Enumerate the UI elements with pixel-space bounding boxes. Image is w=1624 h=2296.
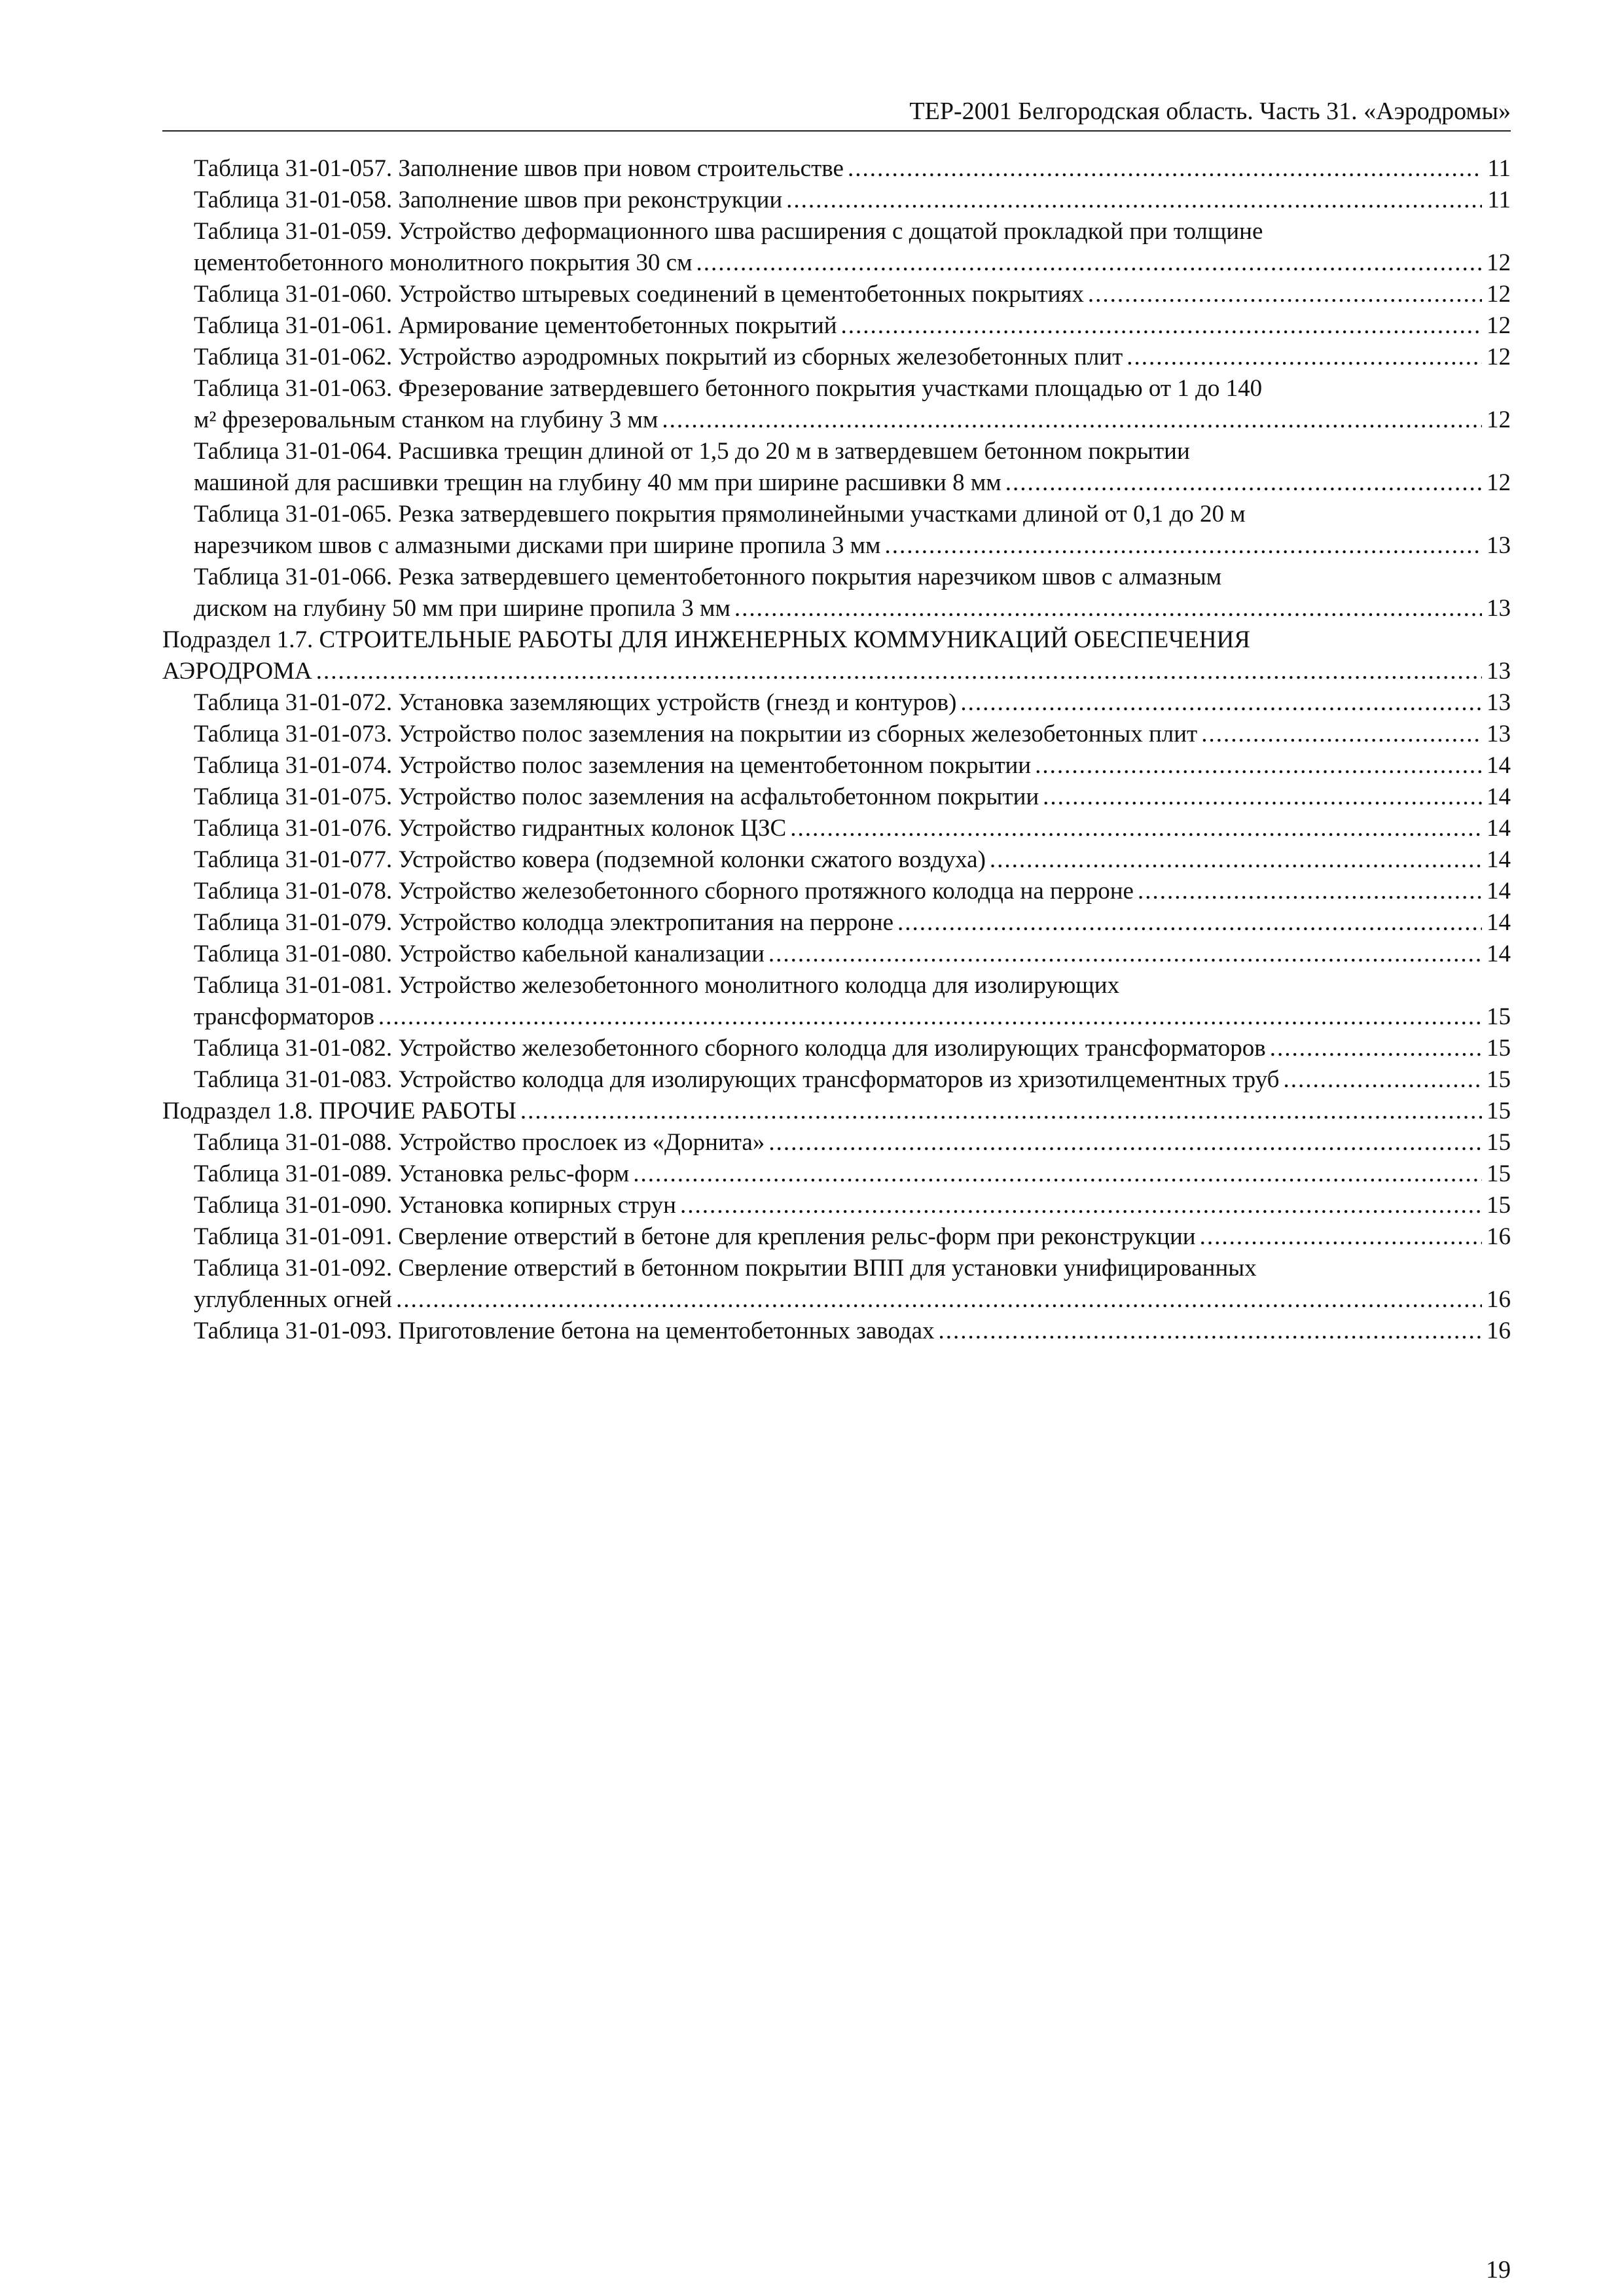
toc-entry-title: Таблица 31-01-073. Устройство полос заземления на покрытии из сборных железобетонных плит: [194, 721, 1198, 747]
toc-entry-final-line: [162, 656, 1511, 687]
toc-table-entry[interactable]: [162, 279, 1511, 310]
toc-page-number: 15: [1487, 1035, 1511, 1062]
toc-table-entry[interactable]: [162, 970, 1511, 1033]
toc-entry-title: цементобетонного монолитного покрытия 30 см: [194, 249, 693, 276]
toc-entry-final-line: [194, 844, 1511, 876]
toc-dot-leader: [1270, 1033, 1482, 1064]
toc-entry-title: диском на глубину 50 мм при ширине пропила 3 мм: [194, 595, 731, 622]
toc-table-entry[interactable]: [162, 436, 1511, 499]
toc-table-entry[interactable]: [162, 939, 1511, 970]
toc-page-number: 13: [1487, 595, 1511, 622]
toc-entry-title: Таблица 31-01-062. Устройство аэродромных покрытий из сборных железобетонных плит: [194, 344, 1123, 370]
toc-entry-title: Таблица 31-01-061. Армирование цементобетонных покрытий: [194, 312, 837, 339]
toc-entry-title-line: Таблица 31-01-092. Сверление отверстий в бетонном покрытии ВПП для установки унифицированных: [194, 1255, 1257, 1282]
toc-section-entry[interactable]: [162, 624, 1511, 687]
toc-section-entry[interactable]: [162, 1096, 1511, 1127]
toc-page-number: 13: [1487, 532, 1511, 559]
toc-entry-title-line: Таблица 31-01-065. Резка затвердевшего покрытия прямолинейными участками длиной от 0,1 до 20 м: [194, 501, 1246, 528]
toc-entry-title: трансформаторов: [194, 1003, 374, 1030]
toc-table-entry[interactable]: [162, 216, 1511, 279]
toc-entry-final-line: [194, 342, 1511, 373]
toc-dot-leader: [316, 656, 1482, 687]
toc-table-entry[interactable]: [162, 1253, 1511, 1316]
toc-dot-leader: [1283, 1064, 1482, 1096]
toc-dot-leader: [520, 1096, 1482, 1127]
toc-table-entry[interactable]: [162, 813, 1511, 844]
toc-table-entry[interactable]: [162, 781, 1511, 813]
toc-dot-leader: [1201, 719, 1482, 750]
toc-dot-leader: [1138, 876, 1482, 907]
toc-entry-title: Таблица 31-01-083. Устройство колодца для изолирующих трансформаторов из хризотилцементных труб: [194, 1066, 1280, 1093]
toc-entry-title: Таблица 31-01-072. Установка заземляющих устройств (гнезд и контуров): [194, 689, 957, 716]
toc-table-entry[interactable]: [162, 750, 1511, 781]
toc-dot-leader: [960, 687, 1482, 719]
toc-entry-title: АЭРОДРОМА: [162, 658, 312, 685]
toc-entry-title-line: Таблица 31-01-064. Расшивка трещин длиной от 1,5 до 20 м в затвердевшем бетонном покрытии: [194, 438, 1190, 465]
toc-table-entry[interactable]: [162, 310, 1511, 342]
toc-page-number: 15: [1487, 1098, 1511, 1124]
toc-entry-title: Таблица 31-01-057. Заполнение швов при новом строительстве: [194, 155, 844, 182]
toc-dot-leader: [662, 404, 1482, 436]
toc-entry-title: Таблица 31-01-088. Устройство прослоек из «Дорнита»: [194, 1129, 765, 1156]
toc-entry-title: машиной для расшивки трещин на глубину 40 мм при ширине расшивки 8 мм: [194, 469, 1001, 496]
toc-table-entry[interactable]: [162, 373, 1511, 436]
toc-page-number: 15: [1487, 1129, 1511, 1156]
toc-entry-final-line: [194, 1190, 1511, 1221]
toc-dot-leader: [768, 1127, 1482, 1158]
toc-page-number: 12: [1487, 249, 1511, 276]
toc-page-number: 16: [1487, 1286, 1511, 1313]
header-rule: [162, 130, 1511, 132]
toc-table-entry[interactable]: [162, 907, 1511, 939]
toc-page-number: 15: [1487, 1066, 1511, 1093]
toc-page-number: 13: [1487, 658, 1511, 685]
toc-table-entry[interactable]: [162, 153, 1511, 185]
toc-page-number: 12: [1487, 406, 1511, 433]
toc-page-number: 14: [1487, 909, 1511, 936]
toc-dot-leader: [1043, 781, 1482, 813]
toc-entry-title: Таблица 31-01-080. Устройство кабельной канализации: [194, 941, 765, 967]
toc-entry-final-line: [194, 1001, 1511, 1033]
toc-entry-final-line: [194, 907, 1511, 939]
toc-dot-leader: [1005, 467, 1482, 499]
toc-page-number: 14: [1487, 878, 1511, 905]
toc-entry-final-line: [194, 310, 1511, 342]
toc-entry-final-line: [194, 1158, 1511, 1190]
toc-entry-title: Таблица 31-01-090. Установка копирных струн: [194, 1192, 676, 1219]
toc-dot-leader: [768, 939, 1482, 970]
toc-dot-leader: [680, 1190, 1482, 1221]
toc-entry-final-line: [194, 185, 1511, 216]
toc-entry-final-line: [194, 530, 1511, 562]
toc-entry-title-line: Таблица 31-01-063. Фрезерование затвердевшего бетонного покрытия участками площадью от 1 до 140: [194, 375, 1263, 402]
toc-table-entry[interactable]: [162, 687, 1511, 719]
toc-entry-title: м² фрезеровальным станком на глубину 3 мм: [194, 406, 659, 433]
toc-entry-title-line: Подраздел 1.7. СТРОИТЕЛЬНЫЕ РАБОТЫ ДЛЯ ИНЖЕНЕРНЫХ КОММУНИКАЦИЙ ОБЕСПЕЧЕНИЯ: [162, 626, 1250, 653]
toc-entry-final-line: [194, 1316, 1511, 1347]
toc-page-number: 15: [1487, 1192, 1511, 1219]
toc-entry-title: Таблица 31-01-075. Устройство полос заземления на асфальтобетонном покрытии: [194, 783, 1039, 810]
toc-entry-final-line: [194, 719, 1511, 750]
toc-dot-leader: [939, 1316, 1482, 1347]
toc-dot-leader: [378, 1001, 1482, 1033]
toc-dot-leader: [790, 813, 1482, 844]
toc-entry-final-line: [194, 404, 1511, 436]
toc-dot-leader: [884, 530, 1482, 562]
toc-entry-title: Таблица 31-01-076. Устройство гидрантных колонок ЦЗС: [194, 815, 787, 842]
toc-table-entry[interactable]: [162, 1127, 1511, 1158]
toc-dot-leader: [396, 1284, 1482, 1316]
toc-table-entry[interactable]: [162, 1316, 1511, 1347]
toc-entry-final-line: [194, 467, 1511, 499]
toc-entry-title: Таблица 31-01-060. Устройство штыревых соединений в цементобетонных покрытиях: [194, 281, 1084, 308]
toc-table-entry[interactable]: [162, 1190, 1511, 1221]
toc-table-entry[interactable]: [162, 342, 1511, 373]
toc-table-entry[interactable]: [162, 1221, 1511, 1253]
toc-table-entry[interactable]: [162, 562, 1511, 624]
toc-dot-leader: [841, 310, 1482, 342]
toc-page-number: 15: [1487, 1003, 1511, 1030]
toc-page-number: 13: [1487, 721, 1511, 747]
toc-entry-title-line: Таблица 31-01-081. Устройство железобетонного монолитного колодца для изолирующих: [194, 972, 1120, 999]
toc-entry-final-line: [194, 813, 1511, 844]
toc-dot-leader: [633, 1158, 1482, 1190]
toc-table-entry[interactable]: [162, 499, 1511, 562]
toc-entry-title: Таблица 31-01-058. Заполнение швов при реконструкции: [194, 187, 783, 213]
toc-entry-final-line: [162, 1096, 1511, 1127]
toc-page-number: 11: [1487, 155, 1511, 182]
toc-table-entry[interactable]: [162, 1064, 1511, 1096]
toc-entry-final-line: [194, 1064, 1511, 1096]
toc-table-entry[interactable]: [162, 876, 1511, 907]
toc-table-entry[interactable]: [162, 185, 1511, 216]
toc-page-number: 16: [1487, 1318, 1511, 1344]
toc-entry-final-line: [194, 750, 1511, 781]
toc-dot-leader: [1088, 279, 1482, 310]
toc-entry-title: углубленных огней: [194, 1286, 392, 1313]
toc-entry-title: Таблица 31-01-082. Устройство железобетонного сборного колодца для изолирующих трансформаторов: [194, 1035, 1266, 1062]
toc-entry-title: Таблица 31-01-089. Установка рельс-форм: [194, 1160, 630, 1187]
toc-dot-leader: [990, 844, 1482, 876]
toc-entry-title-line: Таблица 31-01-066. Резка затвердевшего цементобетонного покрытия нарезчиком швов с алмазным: [194, 564, 1222, 590]
toc-entry-final-line: [194, 279, 1511, 310]
toc-page-number: 14: [1487, 783, 1511, 810]
toc-page-number: 16: [1487, 1223, 1511, 1250]
toc-dot-leader: [848, 153, 1482, 185]
toc-entry-final-line: [194, 876, 1511, 907]
toc-page-number: 14: [1487, 941, 1511, 967]
toc-page-number: 14: [1487, 752, 1511, 779]
toc-entry-title: Таблица 31-01-078. Устройство железобетонного сборного протяжного колодца на перроне: [194, 878, 1134, 905]
toc-page-number: 12: [1487, 281, 1511, 308]
toc-page-number: 14: [1487, 815, 1511, 842]
toc-entry-final-line: [194, 593, 1511, 624]
toc-page-number: 11: [1487, 187, 1511, 213]
toc-table-entry[interactable]: [162, 1158, 1511, 1190]
toc-page-number: 12: [1487, 469, 1511, 496]
toc-table-entry[interactable]: [162, 719, 1511, 750]
toc-dot-leader: [696, 247, 1482, 279]
toc-entry-final-line: [194, 939, 1511, 970]
toc-entry-title-line: Таблица 31-01-059. Устройство деформационного шва расширения с дощатой прокладкой при толщине: [194, 218, 1263, 245]
toc-table-entry[interactable]: [162, 844, 1511, 876]
toc-entry-title: Таблица 31-01-079. Устройство колодца электропитания на перроне: [194, 909, 893, 936]
toc-dot-leader: [1200, 1221, 1482, 1253]
toc-dot-leader: [897, 907, 1482, 939]
table-of-contents: [162, 153, 1511, 1347]
toc-entry-title: Таблица 31-01-091. Сверление отверстий в бетоне для крепления рельс-форм при реконструкции: [194, 1223, 1196, 1250]
toc-table-entry[interactable]: [162, 1033, 1511, 1064]
toc-entry-final-line: [194, 1033, 1511, 1064]
toc-page-number: 12: [1487, 312, 1511, 339]
toc-page-number: 12: [1487, 344, 1511, 370]
page-number: 19: [1486, 2256, 1511, 2284]
toc-dot-leader: [1035, 750, 1482, 781]
toc-page-number: 13: [1487, 689, 1511, 716]
toc-entry-title: нарезчиком швов с алмазными дисками при ширине пропила 3 мм: [194, 532, 881, 559]
toc-dot-leader: [786, 185, 1482, 216]
toc-dot-leader: [734, 593, 1482, 624]
toc-dot-leader: [1127, 342, 1482, 373]
toc-entry-title: Таблица 31-01-077. Устройство ковера (подземной колонки сжатого воздуха): [194, 846, 986, 873]
toc-entry-title: Таблица 31-01-074. Устройство полос заземления на цементобетонном покрытии: [194, 752, 1032, 779]
toc-entry-final-line: [194, 153, 1511, 185]
toc-entry-final-line: [194, 1284, 1511, 1316]
toc-entry-final-line: [194, 1127, 1511, 1158]
toc-entry-final-line: [194, 247, 1511, 279]
toc-entry-title: Таблица 31-01-093. Приготовление бетона на цементобетонных заводах: [194, 1318, 935, 1344]
toc-page-number: 14: [1487, 846, 1511, 873]
toc-entry-final-line: [194, 1221, 1511, 1253]
toc-entry-final-line: [194, 781, 1511, 813]
toc-page-number: 15: [1487, 1160, 1511, 1187]
toc-entry-title: Подраздел 1.8. ПРОЧИЕ РАБОТЫ: [162, 1098, 516, 1124]
running-header: ТЕР-2001 Белгородская область. Часть 31. «Аэродромы»: [909, 98, 1511, 125]
toc-entry-final-line: [194, 687, 1511, 719]
